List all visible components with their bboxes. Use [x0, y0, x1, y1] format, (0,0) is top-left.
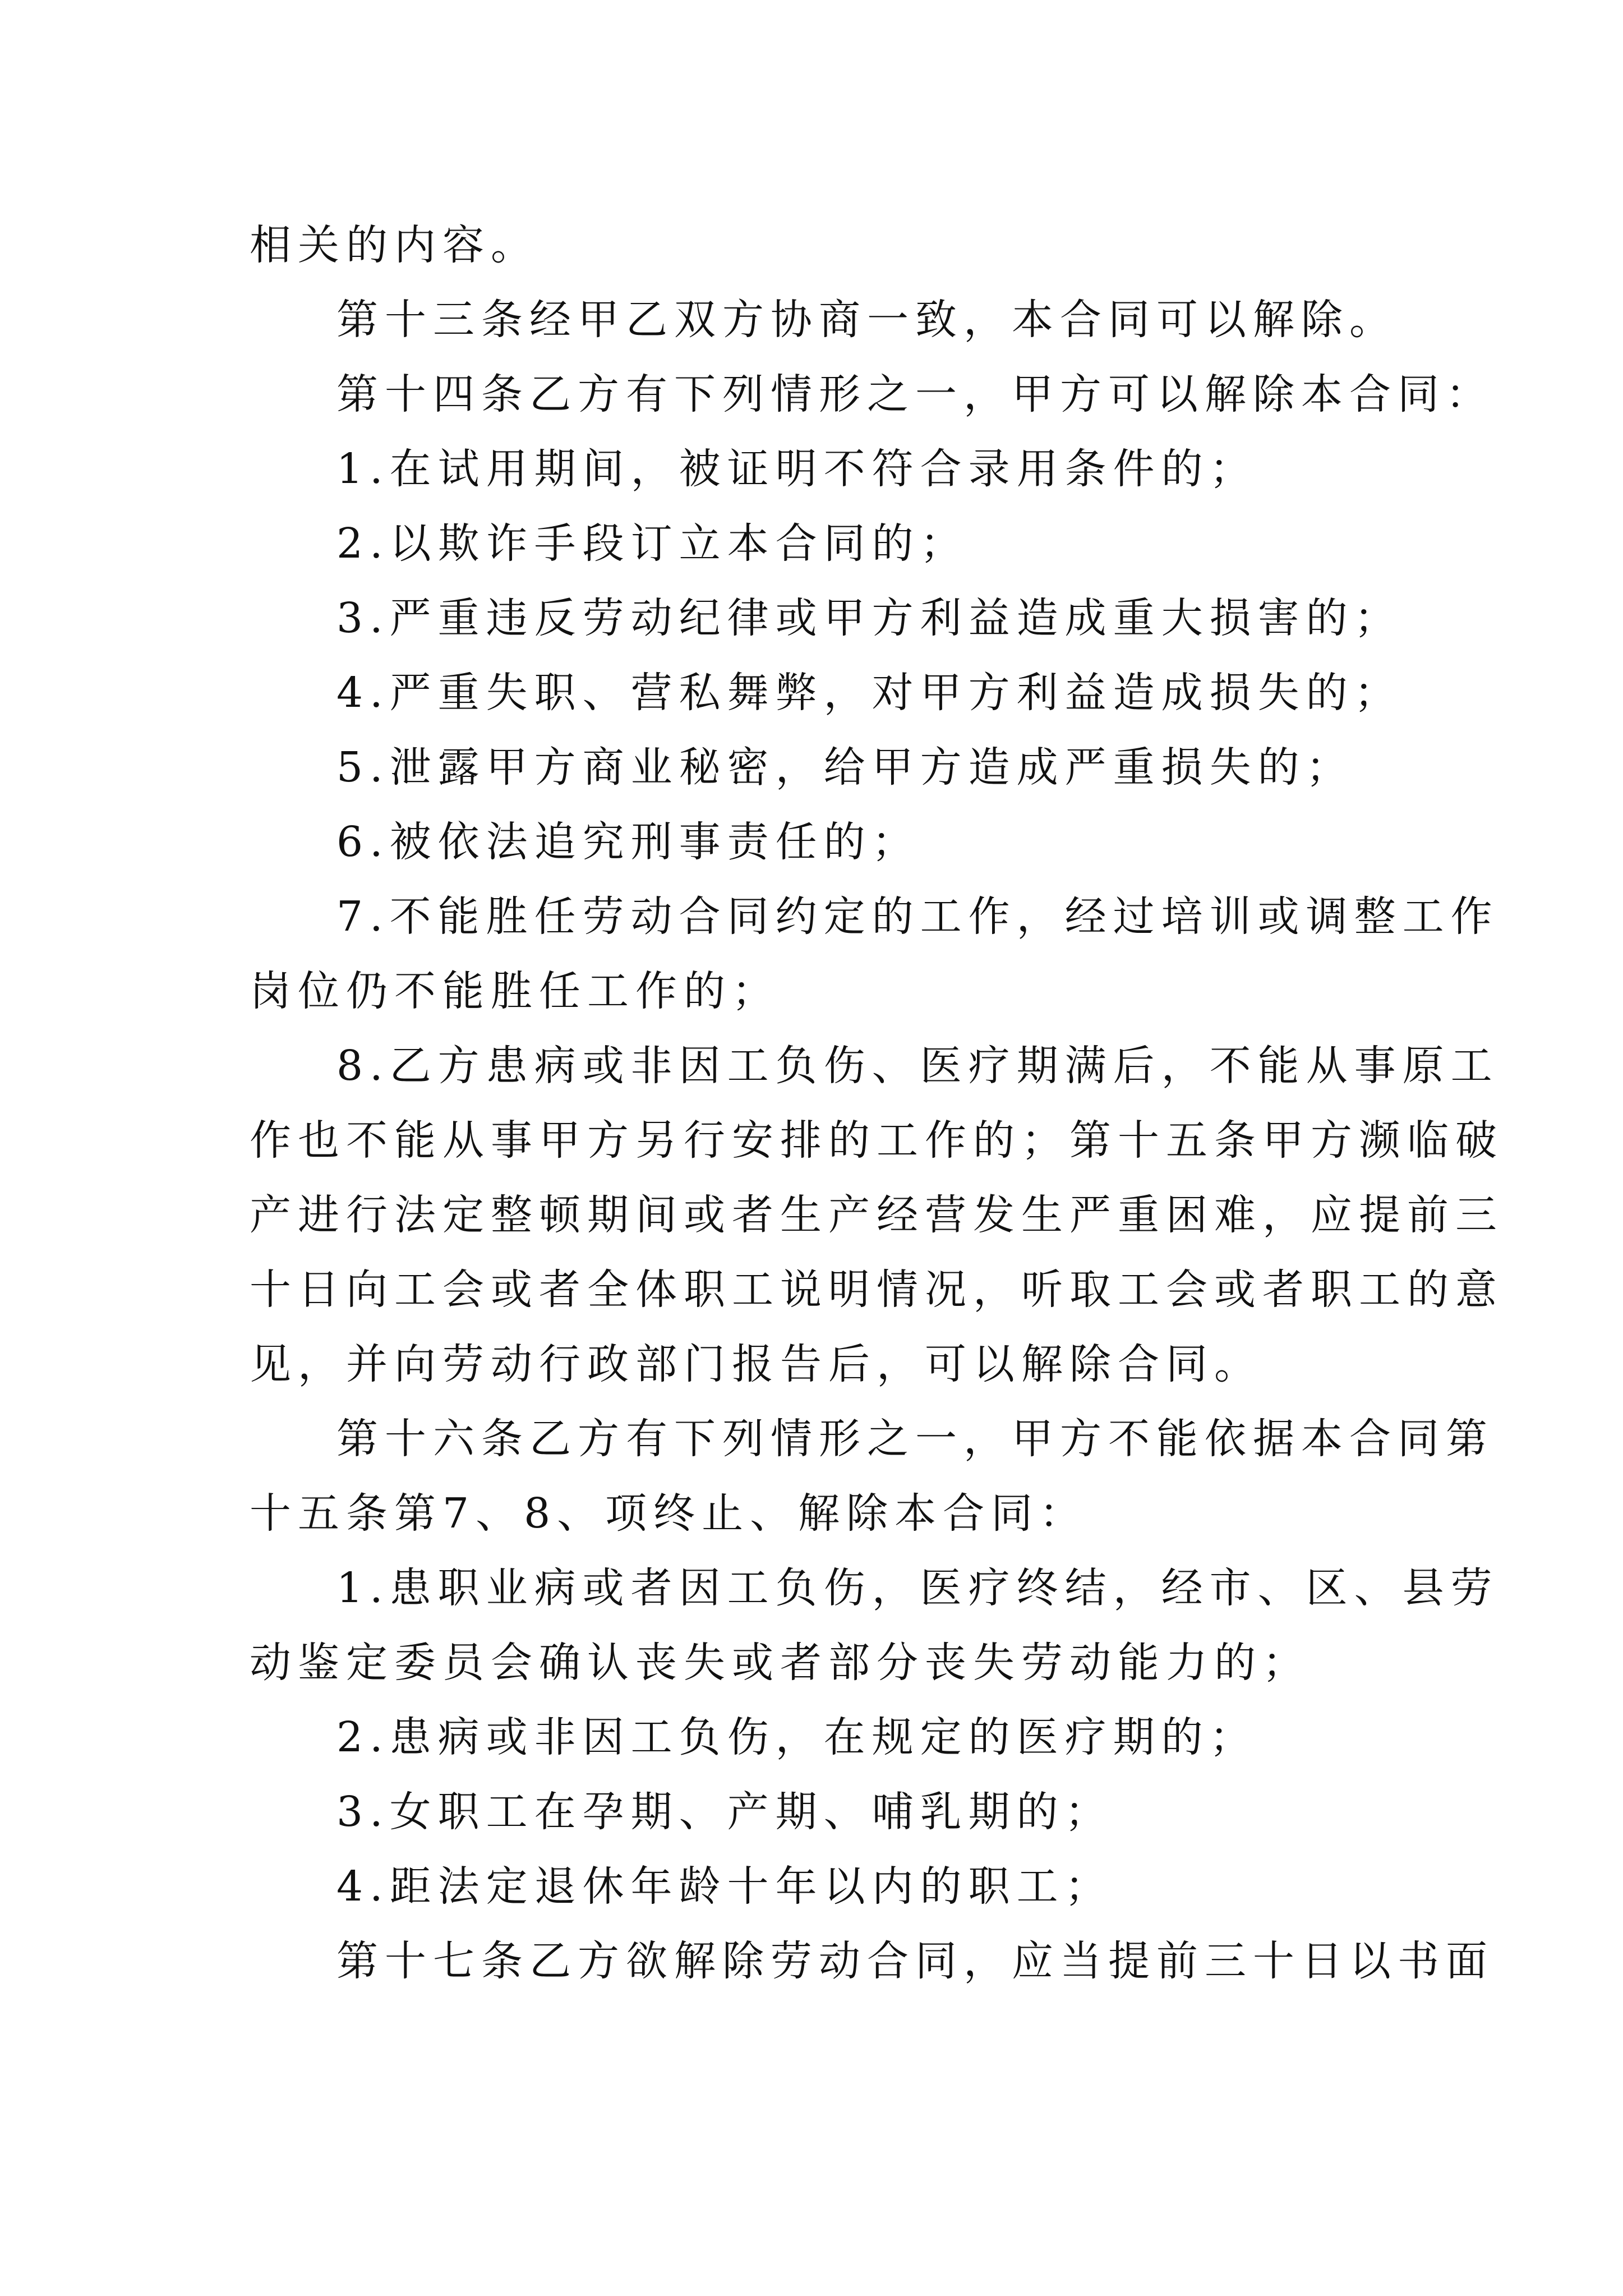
article-14: 第十四条乙方有下列情形之一，甲方可以解除本合同：: [336, 370, 1494, 418]
article-14-item-2: 2.以欺诈手段订立本合同的；: [336, 519, 969, 568]
article-14-item-4: 4.严重失职、营私舞弊，对甲方利益造成损失的；: [336, 669, 1403, 717]
article-16-item-1-line-1: 1.患职业病或者因工负伤，医疗终结，经市、区、县劳: [336, 1564, 1499, 1612]
article-14-item-1: 1.在试用期间，被证明不符合录用条件的；: [336, 445, 1258, 493]
article-14-item-3: 3.严重违反劳动纪律或甲方利益造成重大损害的；: [336, 594, 1403, 642]
article-16-item-4: 4.距法定退休年龄十年以内的职工；: [336, 1862, 1113, 1911]
article-16-line-1: 第十六条乙方有下列情形之一，甲方不能依据本合同第: [336, 1415, 1494, 1463]
article-15-line-2: 十日向工会或者全体职工说明情况，听取工会或者职工的意: [250, 1266, 1504, 1314]
article-15-line-1: 产进行法定整顿期间或者生产经营发生严重困难，应提前三: [250, 1191, 1504, 1239]
article-16-item-2: 2.患病或非因工负伤，在规定的医疗期的；: [336, 1713, 1258, 1761]
article-14-item-8-line-2: 作也不能从事甲方另行安排的工作的；第十五条甲方濒临破: [250, 1116, 1504, 1165]
article-14-item-7-line-2: 岗位仍不能胜任工作的；: [250, 967, 780, 1015]
article-14-item-7-line-1: 7.不能胜任劳动合同约定的工作，经过培训或调整工作: [336, 892, 1499, 941]
article-14-item-6: 6.被依法追究刑事责任的；: [336, 818, 920, 866]
article-16-line-2: 十五条第7、8、项终止、解除本合同：: [250, 1489, 1088, 1538]
text-line-continuation: 相关的内容。: [250, 221, 539, 269]
article-13: 第十三条经甲乙双方协商一致，本合同可以解除。: [336, 296, 1398, 344]
article-16-item-1-line-2: 动鉴定委员会确认丧失或者部分丧失劳动能力的；: [250, 1639, 1311, 1687]
article-17-line-1: 第十七条乙方欲解除劳动合同，应当提前三十日以书面: [336, 1937, 1494, 1985]
article-14-item-5: 5.泄露甲方商业秘密，给甲方造成严重损失的；: [336, 743, 1354, 792]
article-16-item-3: 3.女职工在孕期、产期、哺乳期的；: [336, 1788, 1113, 1836]
article-14-item-8-line-1: 8.乙方患病或非因工负伤、医疗期满后，不能从事原工: [336, 1042, 1499, 1090]
article-15-line-3: 见，并向劳动行政部门报告后，可以解除合同。: [250, 1340, 1262, 1388]
